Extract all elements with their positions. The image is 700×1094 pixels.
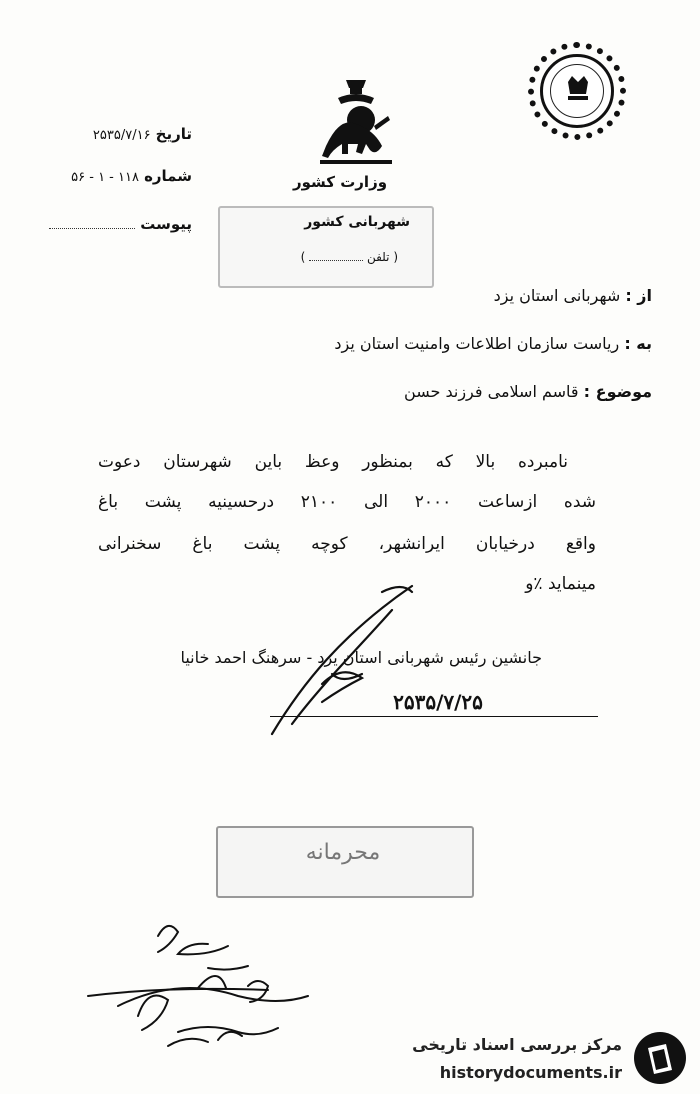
lion-and-sun-emblem (316, 76, 396, 172)
to-row (210, 334, 652, 353)
number-field (24, 166, 192, 185)
signatory-line: جانشین رئیس شهربانی استان یزد - سرهنگ احمد خانیا (180, 648, 542, 667)
to-label: به : (624, 334, 652, 353)
watermark-title: مرکز بررسی اسناد تاریخی (412, 1035, 622, 1054)
body-line-4: مینماید ٪و (525, 574, 596, 594)
body-line-3: واقع درخیابان ایرانشهر، کوچه پشت باغ سخنرانی (98, 534, 596, 554)
body-line-1: نامبرده بالا که بمنظور وعظ باین شهرستان دعوت (98, 452, 568, 472)
number-value: ۱۱۸ - ۱ - ۵۶ (71, 170, 139, 185)
from-value: شهربانی استان یزد (493, 286, 621, 305)
number-label: شماره (144, 167, 192, 185)
phone-field: ( تلفن ) (300, 250, 398, 264)
archive-logo-icon (632, 1030, 688, 1086)
phone-blank (309, 260, 363, 261)
subject-value: قاسم اسلامی فرزند حسن (404, 382, 579, 401)
date-label: تاریخ (155, 125, 192, 143)
handwritten-note (78, 906, 338, 1056)
subject-label: موضوع : (583, 382, 652, 401)
date-value: ۲۵۳۵/۷/۱۶ (92, 128, 151, 143)
subject-row (330, 382, 652, 401)
phone-label: تلفن (366, 250, 390, 264)
from-label: از : (625, 286, 652, 305)
to-value: ریاست سازمان اطلاعات وامنیت استان یزد (334, 334, 620, 353)
body-line-2: شده ازساعت ۲۰۰۰ الی ۲۱۰۰ درحسینیه پشت باغ (98, 492, 596, 512)
crown-icon (564, 72, 592, 102)
handwritten-date: ۲۵۳۵/۷/۲۵ (393, 690, 483, 714)
attachment-blank (49, 228, 135, 229)
department-name: شهربانی کشور (304, 214, 410, 230)
date-field (24, 124, 192, 143)
signature-underline (270, 716, 598, 717)
archive-stamp-text: محرمانه (305, 840, 381, 865)
ministry-name: وزارت کشور (292, 173, 388, 191)
from-row (400, 286, 652, 305)
signature-scribble (262, 574, 442, 744)
watermark-url: historydocuments.ir (439, 1063, 622, 1082)
attachment-field (48, 214, 192, 233)
attachment-label: پیوست (140, 215, 192, 233)
